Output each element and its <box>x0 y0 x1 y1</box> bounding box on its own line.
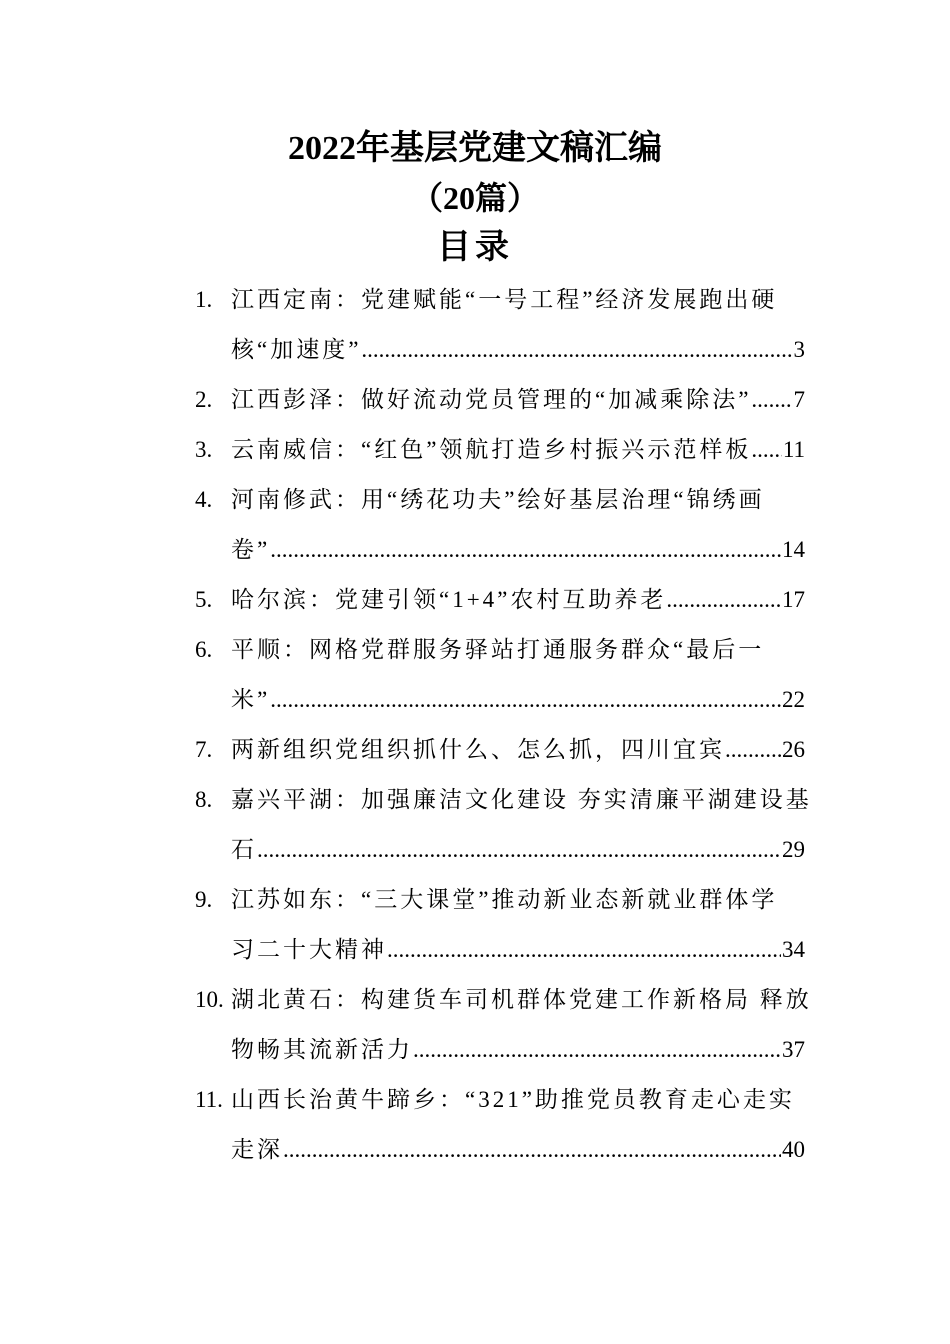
toc-entry-line <box>195 1025 805 1075</box>
toc-entry-number: 9. <box>195 887 213 912</box>
toc-page-number: 11 <box>782 437 805 462</box>
toc-leader-dots <box>666 575 781 625</box>
toc-entry-line <box>195 575 805 625</box>
toc-leader-dots <box>283 1125 781 1175</box>
toc-entry[interactable] <box>195 1075 805 1175</box>
toc-page-number: 40 <box>782 1137 805 1162</box>
toc-entry[interactable] <box>195 625 805 725</box>
toc-entry-line <box>195 1125 805 1175</box>
toc-entry-number: 6. <box>195 637 213 662</box>
toc-entry-line <box>195 675 805 725</box>
toc-entry-title: 习二十大精神 <box>231 937 387 962</box>
toc-entry-title: 山西长治黄牛蹄乡：“321”助推党员教育走心走实 <box>231 1087 795 1112</box>
toc-page-number: 14 <box>782 537 805 562</box>
toc-entry-number: 3. <box>195 437 213 462</box>
toc-entry-line <box>195 925 805 975</box>
toc-entry-line <box>195 625 805 675</box>
toc-leader-dots <box>413 1025 781 1075</box>
toc-leader-dots <box>387 925 781 975</box>
toc-entry-line <box>195 875 805 925</box>
toc-entry-number: 4. <box>195 487 213 512</box>
toc-entry-line <box>195 1075 805 1125</box>
toc-heading: 目录 <box>437 229 513 266</box>
toc-leader-dots <box>751 425 781 475</box>
toc-entry-line <box>195 375 805 425</box>
toc-entry[interactable] <box>195 275 805 375</box>
toc-entry-number: 5. <box>195 587 213 612</box>
toc-entry-number: 1. <box>195 287 213 312</box>
toc-entry[interactable] <box>195 875 805 975</box>
toc-entry-line <box>195 475 805 525</box>
toc-leader-dots <box>257 825 781 875</box>
toc-entry-title: 哈尔滨：党建引领“1+4”农村互助养老 <box>231 587 667 612</box>
toc-entry-title: 平顺：网格党群服务驿站打通服务群众“最后一 <box>231 637 765 662</box>
toc-entry-title: 走深 <box>231 1137 283 1162</box>
title-block <box>0 124 950 274</box>
toc-page-number: 29 <box>782 837 805 862</box>
toc-entry[interactable] <box>195 725 805 775</box>
toc-entry-title: 嘉兴平湖：加强廉洁文化建设 夯实清廉平湖建设基 <box>231 787 812 812</box>
toc-entry-title: 江西彭泽：做好流动党员管理的“加减乘除法” <box>231 387 752 412</box>
toc-entry[interactable] <box>195 375 805 425</box>
toc-entry-line <box>195 275 805 325</box>
toc-entry-line <box>195 975 812 1025</box>
toc-entry[interactable] <box>195 775 812 875</box>
toc-entry-number: 10. <box>195 987 224 1012</box>
toc-page-number: 34 <box>782 937 805 962</box>
toc-entry-title: 云南威信：“红色”领航打造乡村振兴示范样板 <box>231 437 752 462</box>
toc-entry-number: 11. <box>195 1087 223 1112</box>
toc-entry-title: 江西定南：党建赋能“一号工程”经济发展跑出硬 <box>231 287 778 312</box>
document-count: （20篇） <box>410 180 539 216</box>
toc-page-number: 22 <box>782 687 805 712</box>
table-of-contents <box>195 275 812 1175</box>
toc-leader-dots <box>270 525 781 575</box>
toc-entry-title: 米” <box>231 687 271 712</box>
toc-entry-title: 核“加速度” <box>231 337 362 362</box>
toc-leader-dots <box>361 325 792 375</box>
document-title: 2022年基层党建文稿汇编 <box>288 130 662 167</box>
toc-entry-number: 8. <box>195 787 213 812</box>
toc-entry-title: 江苏如东：“三大课堂”推动新业态新就业群体学 <box>231 887 778 912</box>
toc-page-number: 26 <box>782 737 805 762</box>
toc-entry-line <box>195 775 812 825</box>
toc-page-number: 7 <box>793 387 805 412</box>
toc-entry-title: 物畅其流新活力 <box>231 1037 413 1062</box>
toc-entry[interactable] <box>195 425 805 475</box>
toc-page-number: 17 <box>782 587 805 612</box>
toc-entry-title: 河南修武：用“绣花功夫”绘好基层治理“锦绣画 <box>231 487 765 512</box>
toc-entry-title: 湖北黄石：构建货车司机群体党建工作新格局 释放 <box>231 987 812 1012</box>
toc-entry-line <box>195 425 805 475</box>
toc-entry[interactable] <box>195 975 812 1075</box>
toc-leader-dots <box>751 375 792 425</box>
toc-entry-line <box>195 525 805 575</box>
toc-entry-line <box>195 725 805 775</box>
toc-leader-dots <box>270 675 781 725</box>
toc-entry-number: 7. <box>195 737 213 762</box>
toc-entry-title: 两新组织党组织抓什么、怎么抓，四川宜宾 <box>231 737 725 762</box>
toc-entry-line <box>195 825 805 875</box>
toc-page-number: 3 <box>793 337 805 362</box>
toc-entry-title: 石 <box>231 837 257 862</box>
toc-entry[interactable] <box>195 575 805 625</box>
toc-leader-dots <box>725 725 781 775</box>
toc-entry-line <box>195 325 805 375</box>
toc-page-number: 37 <box>782 1037 805 1062</box>
toc-entry-number: 2. <box>195 387 213 412</box>
toc-entry[interactable] <box>195 475 805 575</box>
toc-entry-title: 卷” <box>231 537 271 562</box>
